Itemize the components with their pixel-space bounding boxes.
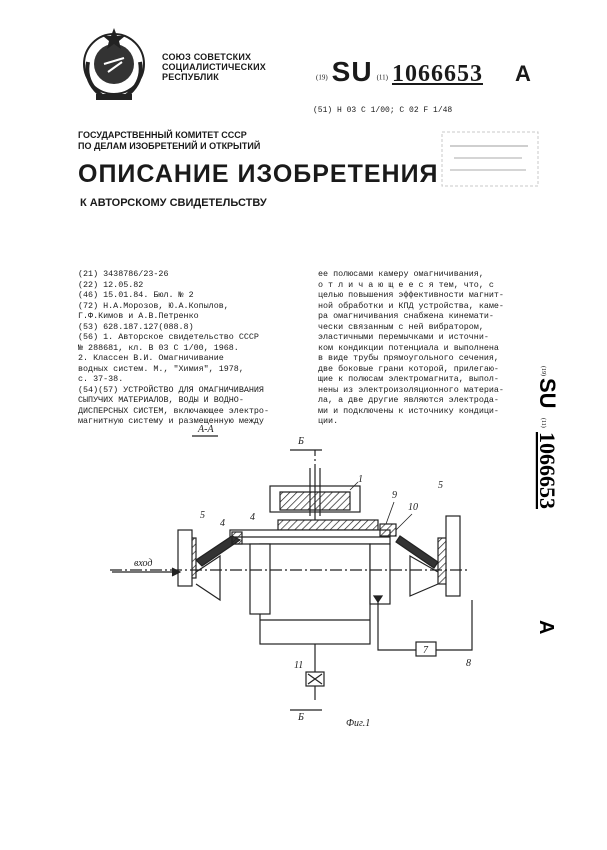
ref-5b: 5 bbox=[438, 480, 443, 491]
ref-4b: 4 bbox=[250, 512, 255, 523]
side-number: 1066653 bbox=[535, 432, 560, 509]
abstract-line: ми и подключены к источнику кондици- bbox=[318, 405, 499, 416]
ref-8: 8 bbox=[466, 658, 471, 669]
biblio-line: магнитную систему и размещенную между bbox=[78, 416, 264, 426]
biblio-line: ДИСПЕРСНЫХ СИСТЕМ, включающее электро- bbox=[78, 405, 269, 416]
biblio-line: (54)(57) УСТРОЙСТВО ДЛЯ ОМАГНИЧИВАНИЯ bbox=[78, 384, 264, 395]
biblio-line: (56) 1. Авторское свидетельство СССР bbox=[78, 332, 259, 342]
side-patent-number bbox=[532, 360, 572, 660]
figure-caption: Фиг.1 bbox=[346, 718, 371, 729]
patent-kind: A bbox=[514, 61, 531, 86]
country-code: SU bbox=[331, 56, 373, 87]
abstract-line: нены из электроизоляционного материа- bbox=[318, 384, 504, 395]
ref-10: 10 bbox=[408, 502, 418, 513]
bibliographic-data bbox=[78, 269, 318, 427]
biblio-line: (53) 628.187.127(088.8) bbox=[78, 321, 194, 332]
biblio-line: (72) Н.А.Морозов, Ю.А.Копылов, bbox=[78, 300, 229, 311]
document-title: ОПИСАНИЕ ИЗОБРЕТЕНИЯ bbox=[78, 160, 439, 188]
ref-1: 1 bbox=[358, 474, 363, 485]
ref-11: 11 bbox=[294, 660, 304, 671]
biblio-line: Г.Ф.Кимов и А.В.Петренко bbox=[78, 311, 199, 321]
committee-line: ПО ДЕЛАМ ИЗОБРЕТЕНИЙ И ОТКРЫТИЙ bbox=[78, 141, 261, 151]
org-line: СОЦИАЛИСТИЧЕСКИХ bbox=[162, 62, 266, 72]
patent-number: 1066653 bbox=[391, 61, 483, 87]
ipc-classification bbox=[313, 106, 452, 115]
abstract-line: в виде трубы прямоугольного сечения, bbox=[318, 353, 499, 363]
abstract-line: ной обработки и КПД устройства, каме- bbox=[318, 300, 504, 311]
ref-5: 5 bbox=[200, 510, 205, 521]
side-code-11: (11) bbox=[540, 418, 546, 428]
code-11: (11) bbox=[376, 73, 388, 82]
biblio-line: (22) 12.05.82 bbox=[78, 279, 144, 290]
abstract-line: чески связанным с ней вибратором, bbox=[318, 321, 484, 332]
abstract-line: о т л и ч а ю щ е е с я тем, что, с bbox=[318, 279, 494, 290]
abstract-line: эластичными перемычками и источни- bbox=[318, 332, 489, 342]
ref-7: 7 bbox=[423, 645, 428, 656]
committee-line: ГОСУДАРСТВЕННЫЙ КОМИТЕТ СССР bbox=[78, 130, 247, 140]
abstract-line: ее полюсами камеру омагничивания, bbox=[318, 269, 484, 279]
cut-label-bottom: Б bbox=[298, 712, 304, 723]
abstract-line: ла, а две другие являются электрода- bbox=[318, 395, 499, 405]
technical-drawing bbox=[100, 420, 500, 740]
org-line: СОЮЗ СОВЕТСКИХ bbox=[162, 52, 252, 62]
ussr-emblem-icon bbox=[78, 22, 150, 106]
cut-label-top: Б bbox=[298, 436, 304, 447]
library-stamp bbox=[440, 130, 540, 188]
side-kind: A bbox=[535, 620, 557, 635]
patent-number-block bbox=[316, 56, 531, 88]
ref-9: 9 bbox=[392, 490, 397, 501]
abstract-line: ции. bbox=[318, 416, 339, 426]
org-line: РЕСПУБЛИК bbox=[162, 72, 219, 82]
abstract-line: ком кондикции потенциала и выполнена bbox=[318, 342, 499, 353]
side-country: SU bbox=[535, 378, 560, 409]
abstract-text bbox=[318, 269, 550, 427]
biblio-line: (21) 3438786/23-26 bbox=[78, 269, 169, 279]
biblio-line: (46) 15.01.84. Бюл. № 2 bbox=[78, 290, 194, 300]
abstract-line: целью повышения эффективности магнит- bbox=[318, 290, 504, 300]
side-code-19: (19) bbox=[540, 366, 546, 376]
abstract-line: ра омагничивания снабжена кинемати- bbox=[318, 311, 494, 321]
biblio-line: водных систем. М., "Химия", 1978, bbox=[78, 363, 244, 374]
abstract-line: две боковые грани которой, прилегаю- bbox=[318, 363, 499, 374]
organization-name bbox=[162, 52, 266, 82]
document-subtitle: К АВТОРСКОМУ СВИДЕТЕЛЬСТВУ bbox=[80, 197, 267, 209]
biblio-line: с. 37-38. bbox=[78, 374, 124, 384]
section-label: А-А bbox=[198, 424, 214, 435]
biblio-line: 2. Классен В.И. Омагничивание bbox=[78, 353, 224, 363]
abstract-line: щие к полюсам электромагнита, выпол- bbox=[318, 374, 499, 384]
ipc-codes: Н 03 С 1/00; С 02 F 1/48 bbox=[337, 106, 453, 115]
biblio-line: № 288681, кл. В 03 С 1/00, 1968. bbox=[78, 342, 239, 353]
inlet-label: вход bbox=[134, 558, 153, 569]
code-51: (51) bbox=[313, 106, 333, 115]
biblio-line: СЫПУЧИХ МАТЕРИАЛОВ, ВОДЫ И ВОДНО- bbox=[78, 395, 244, 405]
ref-4: 4 bbox=[220, 518, 225, 529]
code-19: (19) bbox=[316, 73, 328, 82]
committee-name bbox=[78, 130, 260, 152]
